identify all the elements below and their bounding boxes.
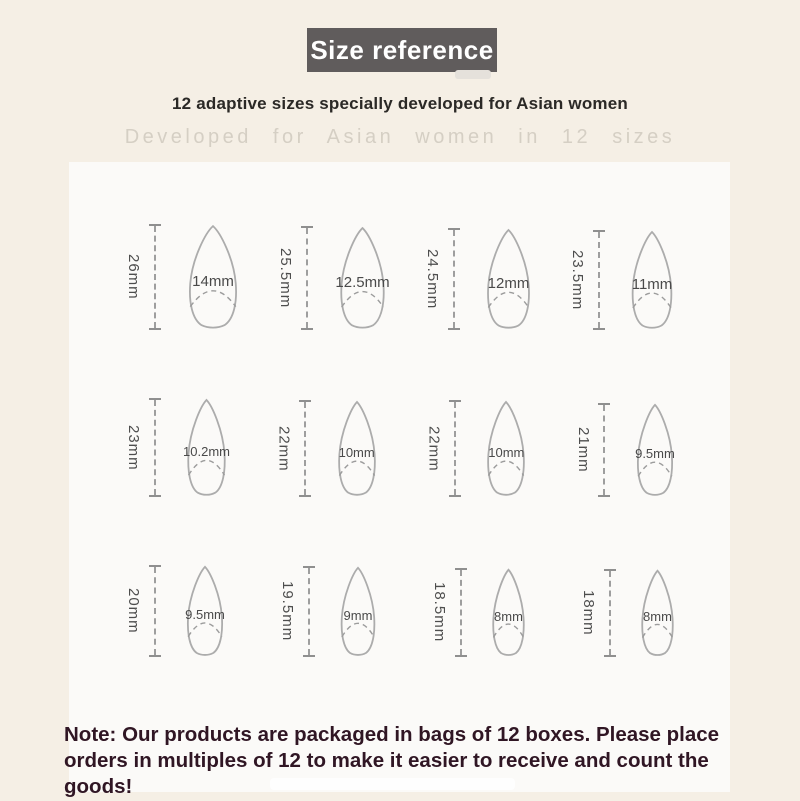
length-label-wrap [424, 228, 441, 330]
nail-width-label: 10.2mm [183, 443, 230, 459]
length-measure-line [302, 566, 315, 657]
nail-size-cell [569, 230, 678, 330]
nail-length-label: 19.5mm [279, 581, 296, 642]
smile-line-dashed-arc [633, 293, 671, 308]
nail-shape [334, 226, 391, 330]
nail-length-label: 26mm [125, 254, 142, 300]
length-label-wrap [125, 565, 142, 657]
note-highlight-artifact [270, 778, 515, 790]
nail-size-cell [580, 569, 678, 657]
length-measure-line [603, 569, 616, 657]
nail-size-cell [575, 403, 678, 497]
length-measure-line [300, 226, 313, 330]
smile-line-dashed-arc [342, 292, 384, 308]
nail-row-3 [69, 565, 730, 657]
measure-dashed-line [154, 400, 156, 495]
nail-length-label: 20mm [125, 588, 142, 634]
nail-size-cell [424, 228, 536, 330]
nail-length-label: 25.5mm [277, 247, 294, 309]
length-label-wrap [277, 226, 294, 330]
nail-length-label: 22mm [275, 425, 293, 472]
smile-line-dashed-arc [339, 461, 374, 476]
length-label-wrap [431, 568, 448, 657]
measure-bottom-cap [299, 495, 311, 497]
measure-bottom-cap [449, 495, 461, 497]
nail-length-label: 18mm [580, 590, 597, 636]
nail-shape [182, 398, 231, 497]
nail-width-label: 12.5mm [335, 273, 390, 291]
nail-shape [482, 400, 530, 497]
smile-line-dashed-arc [493, 624, 523, 637]
smile-line-dashed-arc [489, 461, 524, 476]
length-label-wrap [425, 400, 442, 497]
nail-row-2 [69, 398, 730, 497]
smile-line-dashed-arc [488, 292, 528, 307]
nail-size-cell [125, 398, 231, 497]
measure-dashed-line [306, 228, 308, 328]
length-measure-line [592, 230, 605, 330]
size-reference-title-box [307, 28, 497, 72]
nail-size-grid [69, 162, 730, 657]
length-label-wrap [569, 230, 586, 330]
nail-size-cell [125, 224, 244, 330]
smile-line-dashed-arc [189, 460, 225, 475]
page-title: Size reference [310, 34, 494, 65]
smile-line-dashed-arc [188, 623, 222, 637]
length-measure-line [447, 228, 460, 330]
nail-size-cell [431, 568, 529, 657]
nail-shape [637, 569, 678, 657]
nail-shape [488, 568, 529, 657]
measure-dashed-line [603, 405, 605, 495]
nail-length-label: 23.5mm [569, 249, 586, 311]
length-measure-line [448, 400, 461, 497]
subtitle-light: Developed for Asian women in 12 sizes [124, 126, 676, 148]
length-measure-line [598, 403, 611, 497]
nail-length-label: 18.5mm [431, 582, 448, 643]
nail-width-label: 9mm [343, 607, 373, 623]
measure-bottom-cap [303, 655, 315, 657]
smile-line-dashed-arc [342, 623, 374, 637]
nail-length-label: 21mm [574, 427, 592, 473]
measure-dashed-line [609, 571, 611, 655]
measure-bottom-cap [593, 328, 605, 330]
measure-dashed-line [304, 402, 306, 495]
length-label-wrap [125, 224, 142, 330]
measure-bottom-cap [149, 495, 161, 497]
measure-dashed-line [308, 568, 310, 655]
nail-size-cell [276, 400, 381, 497]
measure-bottom-cap [149, 655, 161, 657]
title-box-shadow-artifact [455, 70, 491, 79]
nail-shape [336, 566, 380, 657]
nail-width-label: 9.5mm [635, 446, 675, 462]
length-measure-line [148, 565, 161, 657]
length-label-wrap [580, 569, 597, 657]
length-measure-line [454, 568, 467, 657]
measure-bottom-cap [455, 655, 467, 657]
length-measure-line [148, 224, 161, 330]
nail-width-label: 11mm [631, 276, 673, 293]
nail-shape [632, 403, 678, 497]
length-label-wrap [575, 403, 592, 497]
size-chart-panel [69, 162, 730, 792]
length-label-wrap [276, 400, 293, 497]
smile-line-dashed-arc [190, 291, 235, 307]
packaging-note: Note: Our products are packaged in bags of 12 boxes. Please place orders in multiples of 12 to make it easier to receive and count the goods! [64, 723, 720, 799]
subtitle-bold: 12 adaptive sizes specially developed for Asian women [172, 94, 628, 113]
nail-shape [626, 230, 678, 330]
nail-shape [333, 400, 381, 497]
nail-width-label: 10mm [338, 444, 375, 460]
nail-width-label: 8mm [643, 609, 672, 625]
nail-length-label: 22mm [425, 425, 443, 472]
length-label-wrap [125, 398, 142, 497]
measure-dashed-line [454, 402, 456, 495]
measure-bottom-cap [604, 655, 616, 657]
nail-size-cell [279, 566, 380, 657]
nail-width-label: 8mm [494, 608, 523, 624]
nail-shape [182, 565, 228, 657]
nail-size-cell [425, 400, 530, 497]
measure-bottom-cap [149, 328, 161, 330]
length-measure-line [299, 400, 312, 497]
measure-bottom-cap [598, 495, 610, 497]
measure-bottom-cap [301, 328, 313, 330]
nail-width-label: 9.5mm [185, 607, 225, 623]
smile-line-dashed-arc [638, 462, 672, 476]
nail-width-label: 10mm [488, 444, 525, 460]
nail-length-label: 24.5mm [424, 248, 441, 310]
measure-bottom-cap [448, 328, 460, 330]
nail-shape [182, 224, 244, 330]
nail-width-label: 14mm [192, 272, 234, 290]
measure-dashed-line [154, 567, 156, 655]
measure-dashed-line [460, 570, 462, 655]
measure-dashed-line [154, 226, 156, 328]
nail-shape [481, 228, 536, 330]
nail-size-cell [277, 226, 391, 330]
measure-dashed-line [598, 232, 600, 328]
nail-width-label: 12mm [487, 274, 530, 292]
length-measure-line [148, 398, 161, 497]
nail-row-1 [69, 224, 730, 330]
smile-line-dashed-arc [642, 624, 672, 637]
nail-size-cell [125, 565, 228, 657]
length-label-wrap [279, 566, 296, 657]
measure-dashed-line [453, 230, 455, 328]
nail-length-label: 23mm [125, 424, 142, 471]
